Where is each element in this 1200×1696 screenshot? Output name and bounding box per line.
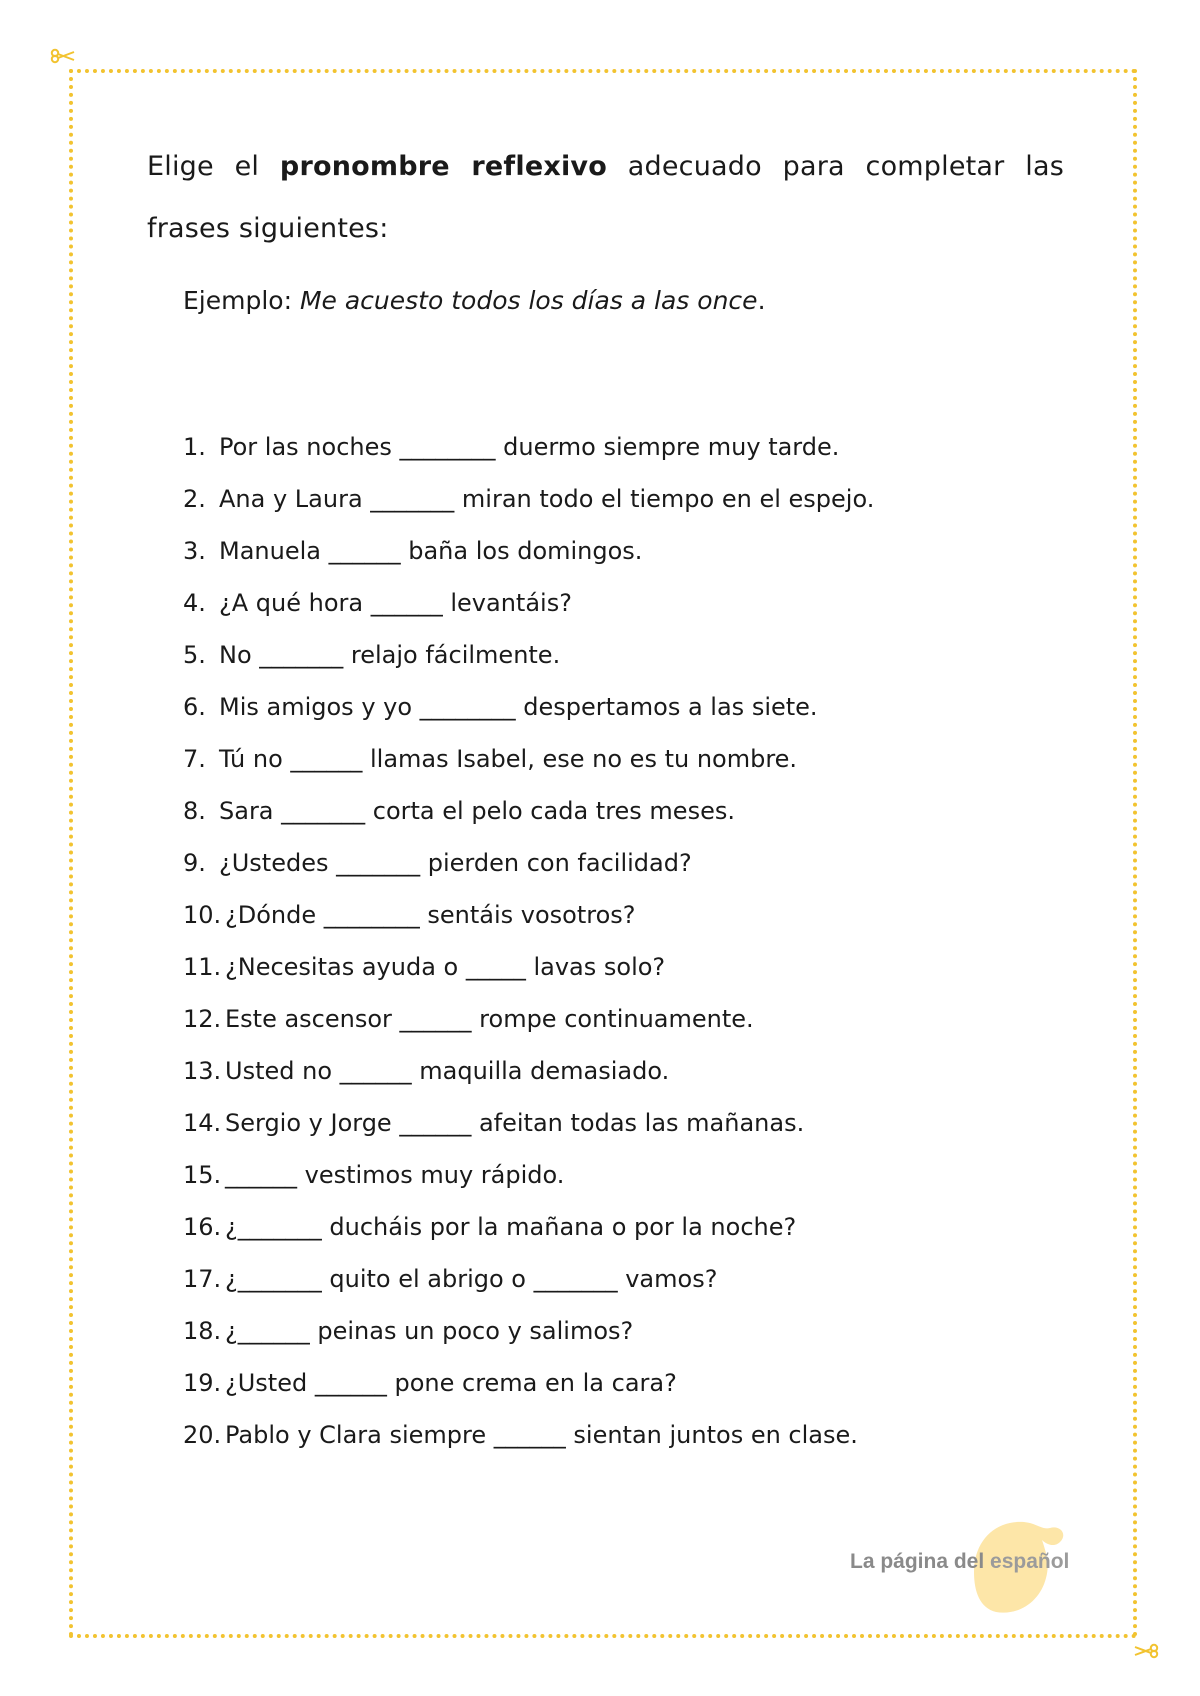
exercise-item bbox=[183, 949, 874, 1001]
instruction-before: Elige el bbox=[147, 151, 280, 182]
exercise-item bbox=[183, 1105, 874, 1157]
exercise-number: 1. bbox=[183, 433, 206, 461]
exercise-item bbox=[183, 1313, 874, 1365]
exercise-item bbox=[183, 741, 874, 793]
exercise-number: 13. bbox=[183, 1057, 222, 1085]
exercise-number: 7. bbox=[183, 745, 206, 773]
exercise-number: 5. bbox=[183, 641, 206, 669]
exercise-text: Ana y Laura _______ miran todo el tiempo en el espejo. bbox=[219, 485, 875, 513]
exercise-number: 11. bbox=[183, 953, 222, 981]
logo-text-plain: La página del bbox=[850, 1550, 991, 1573]
exercise-item bbox=[183, 845, 874, 897]
exercise-number: 4. bbox=[183, 589, 206, 617]
exercise-text: ¿_______ ducháis por la mañana o por la noche? bbox=[225, 1213, 797, 1241]
exercise-item bbox=[183, 1261, 874, 1313]
exercise-number: 2. bbox=[183, 485, 206, 513]
exercise-number: 12. bbox=[183, 1005, 222, 1033]
exercise-number: 10. bbox=[183, 901, 222, 929]
exercise-item bbox=[183, 637, 874, 689]
logo-text bbox=[850, 1550, 1069, 1574]
exercise-item bbox=[183, 1417, 874, 1469]
exercise-text: Usted no ______ maquilla demasiado. bbox=[225, 1057, 670, 1085]
exercise-text: Sara _______ corta el pelo cada tres meses. bbox=[219, 797, 735, 825]
instruction-bold: pronombre reflexivo bbox=[279, 151, 607, 182]
exercise-item bbox=[183, 1001, 874, 1053]
exercise-item bbox=[183, 1053, 874, 1105]
exercise-number: 8. bbox=[183, 797, 206, 825]
instruction-after: adecuado para completar las frases siguientes: bbox=[147, 151, 1064, 244]
example-line bbox=[183, 283, 766, 319]
exercise-text: ______ vestimos muy rápido. bbox=[225, 1161, 565, 1189]
exercise-text: Tú no ______ llamas Isabel, ese no es tu nombre. bbox=[219, 745, 798, 773]
exercise-text: ¿Usted ______ pone crema en la cara? bbox=[225, 1369, 677, 1397]
exercise-item bbox=[183, 481, 874, 533]
exercise-item bbox=[183, 897, 874, 949]
exercise-text: ¿Ustedes _______ pierden con facilidad? bbox=[219, 849, 692, 877]
exercise-text: No _______ relajo fácilmente. bbox=[219, 641, 561, 669]
exercise-number: 16. bbox=[183, 1213, 222, 1241]
exercise-text: ¿A qué hora ______ levantáis? bbox=[219, 589, 572, 617]
exercise-item bbox=[183, 533, 874, 585]
exercise-item bbox=[183, 585, 874, 637]
exercise-number: 20. bbox=[183, 1421, 222, 1449]
exercise-item bbox=[183, 1209, 874, 1261]
exercise-item bbox=[183, 793, 874, 845]
exercise-text: Por las noches ________ duermo siempre muy tarde. bbox=[219, 433, 840, 461]
example-end: . bbox=[757, 286, 766, 315]
example-sentence: Me acuesto todos los días a las once bbox=[299, 286, 758, 315]
exercise-text: ¿_______ quito el abrigo o _______ vamos? bbox=[225, 1265, 718, 1293]
exercise-text: ¿Dónde ________ sentáis vosotros? bbox=[225, 901, 636, 929]
exercise-number: 9. bbox=[183, 849, 206, 877]
example-label: Ejemplo: bbox=[183, 286, 300, 315]
exercise-item bbox=[183, 429, 874, 481]
exercise-number: 15. bbox=[183, 1161, 222, 1189]
exercise-number: 19. bbox=[183, 1369, 222, 1397]
exercise-text: ¿Necesitas ayuda o _____ lavas solo? bbox=[225, 953, 666, 981]
exercise-text: Sergio y Jorge ______ afeitan todas las mañanas. bbox=[225, 1109, 805, 1137]
exercise-number: 14. bbox=[183, 1109, 222, 1137]
scissors-icon bbox=[50, 48, 76, 64]
brand-logo bbox=[846, 1512, 1082, 1622]
exercise-number: 6. bbox=[183, 693, 206, 721]
scissors-icon bbox=[1133, 1643, 1159, 1659]
exercise-number: 3. bbox=[183, 537, 206, 565]
exercise-item bbox=[183, 689, 874, 741]
exercise-number: 18. bbox=[183, 1317, 222, 1345]
exercise-text: Mis amigos y yo ________ despertamos a las siete. bbox=[219, 693, 818, 721]
logo-text-accent: español bbox=[990, 1550, 1070, 1573]
exercise-text: Manuela ______ baña los domingos. bbox=[219, 537, 643, 565]
exercise-item bbox=[183, 1365, 874, 1417]
exercise-text: ¿______ peinas un poco y salimos? bbox=[225, 1317, 634, 1345]
exercise-text: Este ascensor ______ rompe continuamente. bbox=[225, 1005, 754, 1033]
exercise-number: 17. bbox=[183, 1265, 222, 1293]
exercise-item bbox=[183, 1157, 874, 1209]
instruction-text bbox=[147, 136, 1064, 260]
exercise-list bbox=[183, 429, 874, 1469]
exercise-text: Pablo y Clara siempre ______ sientan juntos en clase. bbox=[225, 1421, 858, 1449]
